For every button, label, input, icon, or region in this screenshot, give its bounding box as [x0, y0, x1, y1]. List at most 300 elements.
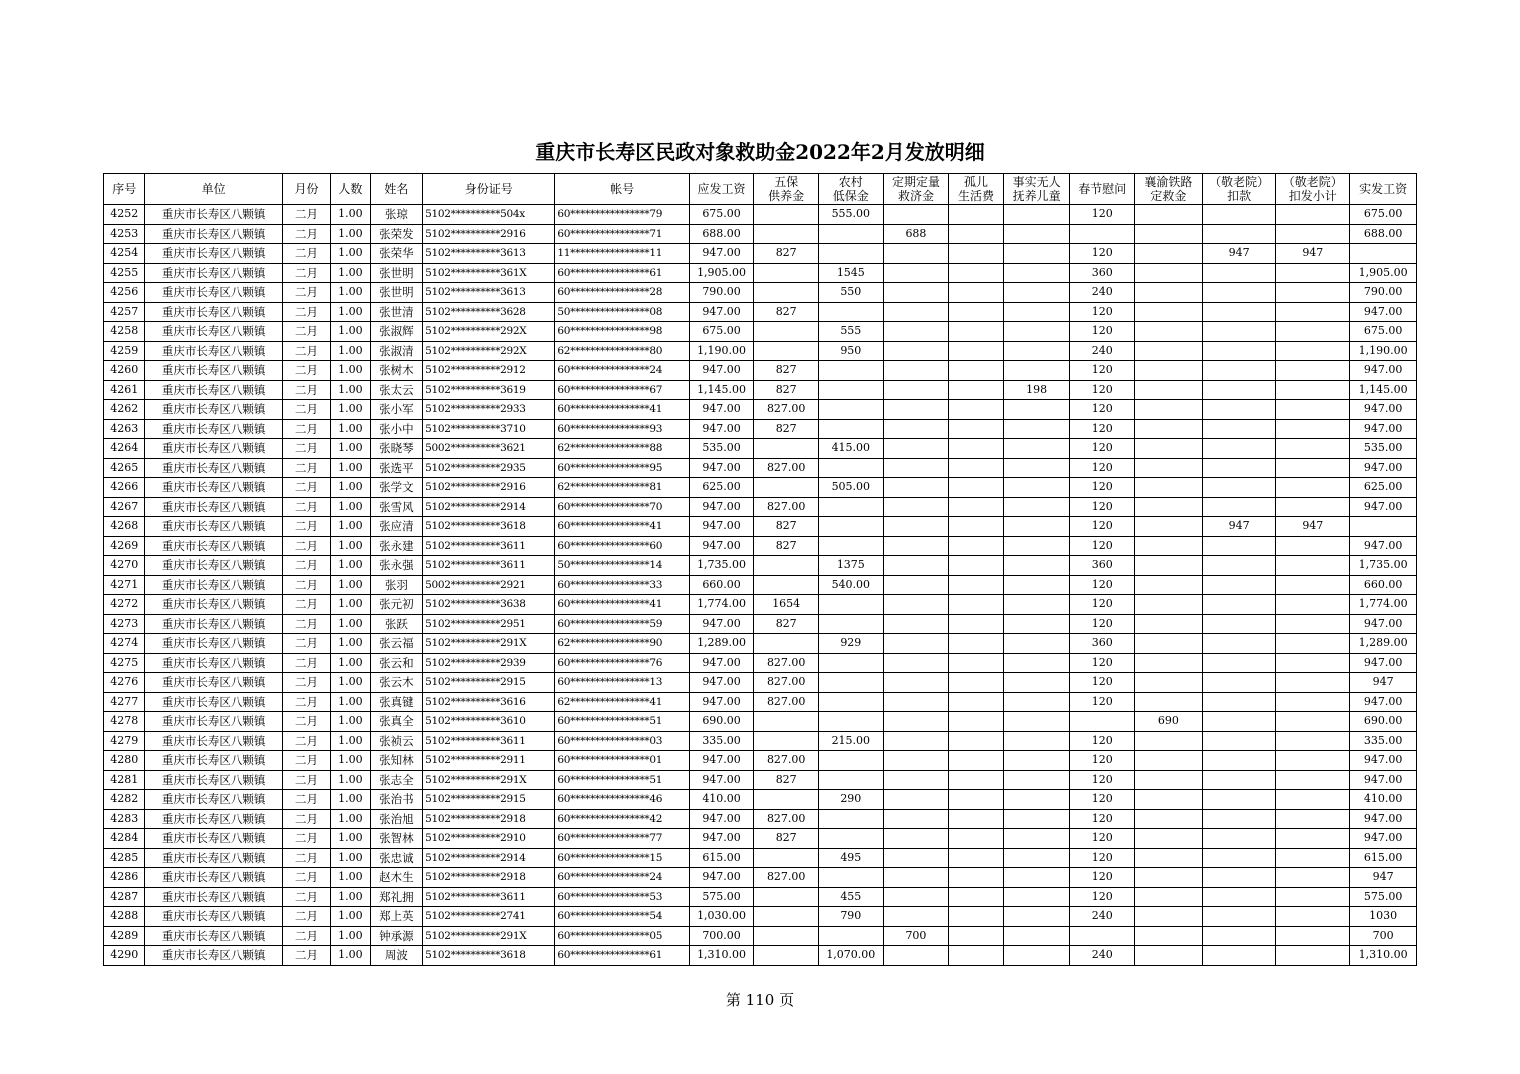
- cell-de-facto-orphan: [1003, 400, 1070, 420]
- cell-wubao-support: [754, 205, 819, 225]
- page-number: 第 110 页: [725, 991, 795, 1009]
- cell-orphan-allowance: [949, 458, 1004, 478]
- cell-fixed-relief: [883, 439, 949, 459]
- cell-account: 62****************41: [555, 692, 689, 712]
- cell-fixed-relief: [883, 790, 949, 810]
- cell-id-number: 5102**********361X: [423, 263, 555, 283]
- cell-id-number: 5102**********3616: [423, 692, 555, 712]
- cell-rural-dibao: 555: [819, 322, 884, 342]
- cell-xiangyu-railway: [1135, 556, 1203, 576]
- table-row: [104, 770, 1417, 790]
- cell-unit: 重庆市长寿区八颗镇: [145, 926, 282, 946]
- cell-orphan-allowance: [949, 478, 1004, 498]
- cell-net-pay: [1350, 517, 1417, 537]
- cell-spring-festival: 120: [1070, 731, 1135, 751]
- cell-net-pay: 615.00: [1350, 848, 1417, 868]
- cell-unit: 重庆市长寿区八颗镇: [145, 595, 282, 615]
- cell-count: 1.00: [331, 400, 370, 420]
- table-row: [104, 692, 1417, 712]
- cell-nursing-subtotal: [1276, 497, 1350, 517]
- cell-unit: 重庆市长寿区八颗镇: [145, 341, 282, 361]
- cell-spring-festival: [1070, 712, 1135, 732]
- cell-nursing-subtotal: [1276, 634, 1350, 654]
- cell-name: 张小中: [370, 419, 423, 439]
- cell-id-number: 5102**********2918: [423, 809, 555, 829]
- cell-rural-dibao: [819, 380, 884, 400]
- cell-rural-dibao: 1375: [819, 556, 884, 576]
- header-fixed-relief: 定期定量 救济金: [883, 174, 949, 205]
- cell-account: 60****************54: [555, 907, 689, 927]
- cell-gross-pay: 1,905.00: [689, 263, 754, 283]
- cell-nursing-deduction: [1202, 224, 1276, 244]
- cell-xiangyu-railway: [1135, 751, 1203, 771]
- cell-fixed-relief: [883, 692, 949, 712]
- cell-month: 二月: [282, 868, 330, 888]
- cell-nursing-subtotal: [1276, 458, 1350, 478]
- table-row: [104, 868, 1417, 888]
- cell-wubao-support: 827: [754, 419, 819, 439]
- cell-month: 二月: [282, 322, 330, 342]
- cell-de-facto-orphan: [1003, 829, 1070, 849]
- cell-gross-pay: 675.00: [689, 322, 754, 342]
- cell-wubao-support: [754, 556, 819, 576]
- cell-wubao-support: [754, 712, 819, 732]
- cell-spring-festival: 120: [1070, 302, 1135, 322]
- cell-nursing-subtotal: [1276, 302, 1350, 322]
- cell-fixed-relief: [883, 907, 949, 927]
- cell-wubao-support: [754, 946, 819, 966]
- cell-month: 二月: [282, 341, 330, 361]
- cell-account: 60****************41: [555, 517, 689, 537]
- cell-account: 60****************15: [555, 848, 689, 868]
- cell-id-number: 5102**********3618: [423, 946, 555, 966]
- cell-unit: 重庆市长寿区八颗镇: [145, 224, 282, 244]
- cell-gross-pay: 575.00: [689, 887, 754, 907]
- cell-count: 1.00: [331, 829, 370, 849]
- table-row: [104, 575, 1417, 595]
- cell-spring-festival: [1070, 224, 1135, 244]
- cell-id-number: 5102**********2916: [423, 224, 555, 244]
- header-wubao-support: 五保 供养金: [754, 174, 819, 205]
- cell-nursing-deduction: [1202, 926, 1276, 946]
- cell-xiangyu-railway: [1135, 458, 1203, 478]
- table-row: [104, 673, 1417, 693]
- cell-xiangyu-railway: [1135, 770, 1203, 790]
- cell-nursing-subtotal: [1276, 614, 1350, 634]
- table-row: [104, 302, 1417, 322]
- cell-rural-dibao: 290: [819, 790, 884, 810]
- cell-count: 1.00: [331, 419, 370, 439]
- table-row: [104, 536, 1417, 556]
- cell-net-pay: 947.00: [1350, 614, 1417, 634]
- table-row: [104, 478, 1417, 498]
- header-gross-pay: 应发工资: [689, 174, 754, 205]
- cell-unit: 重庆市长寿区八颗镇: [145, 887, 282, 907]
- cell-name: 张云和: [370, 653, 423, 673]
- cell-orphan-allowance: [949, 556, 1004, 576]
- cell-gross-pay: 675.00: [689, 205, 754, 225]
- cell-de-facto-orphan: [1003, 712, 1070, 732]
- cell-unit: 重庆市长寿区八颗镇: [145, 302, 282, 322]
- cell-name: 张治旭: [370, 809, 423, 829]
- cell-spring-festival: 120: [1070, 244, 1135, 264]
- cell-count: 1.00: [331, 614, 370, 634]
- cell-month: 二月: [282, 653, 330, 673]
- cell-count: 1.00: [331, 848, 370, 868]
- cell-account: 60****************24: [555, 868, 689, 888]
- cell-rural-dibao: [819, 614, 884, 634]
- cell-count: 1.00: [331, 731, 370, 751]
- cell-unit: 重庆市长寿区八颗镇: [145, 263, 282, 283]
- cell-id-number: 5102**********2951: [423, 614, 555, 634]
- cell-net-pay: 947.00: [1350, 653, 1417, 673]
- cell-fixed-relief: [883, 751, 949, 771]
- cell-rural-dibao: [819, 536, 884, 556]
- cell-nursing-deduction: [1202, 770, 1276, 790]
- cell-gross-pay: 947.00: [689, 868, 754, 888]
- cell-nursing-subtotal: [1276, 400, 1350, 420]
- cell-de-facto-orphan: [1003, 790, 1070, 810]
- cell-wubao-support: 827: [754, 302, 819, 322]
- table-row: [104, 731, 1417, 751]
- cell-nursing-deduction: [1202, 478, 1276, 498]
- cell-net-pay: 947.00: [1350, 497, 1417, 517]
- table-row: [104, 848, 1417, 868]
- cell-spring-festival: 120: [1070, 692, 1135, 712]
- cell-gross-pay: 615.00: [689, 848, 754, 868]
- cell-nursing-deduction: [1202, 419, 1276, 439]
- cell-seq: 4269: [104, 536, 145, 556]
- cell-spring-festival: 120: [1070, 595, 1135, 615]
- cell-rural-dibao: [819, 517, 884, 537]
- cell-xiangyu-railway: [1135, 302, 1203, 322]
- header-account: 帐号: [555, 174, 689, 205]
- cell-id-number: 5102**********2910: [423, 829, 555, 849]
- cell-spring-festival: 120: [1070, 458, 1135, 478]
- cell-net-pay: 790.00: [1350, 283, 1417, 303]
- cell-wubao-support: [754, 341, 819, 361]
- table-row: [104, 205, 1417, 225]
- cell-nursing-subtotal: [1276, 478, 1350, 498]
- cell-rural-dibao: [819, 673, 884, 693]
- cell-wubao-support: [754, 926, 819, 946]
- cell-count: 1.00: [331, 380, 370, 400]
- cell-account: 60****************95: [555, 458, 689, 478]
- cell-nursing-subtotal: [1276, 361, 1350, 381]
- cell-name: 张淑辉: [370, 322, 423, 342]
- cell-month: 二月: [282, 536, 330, 556]
- cell-month: 二月: [282, 829, 330, 849]
- cell-name: 张雪风: [370, 497, 423, 517]
- cell-nursing-deduction: [1202, 536, 1276, 556]
- cell-id-number: 5102**********2935: [423, 458, 555, 478]
- table-row: [104, 458, 1417, 478]
- cell-fixed-relief: [883, 380, 949, 400]
- cell-unit: 重庆市长寿区八颗镇: [145, 848, 282, 868]
- cell-seq: 4282: [104, 790, 145, 810]
- cell-spring-festival: 120: [1070, 536, 1135, 556]
- cell-count: 1.00: [331, 497, 370, 517]
- cell-unit: 重庆市长寿区八颗镇: [145, 653, 282, 673]
- cell-count: 1.00: [331, 751, 370, 771]
- cell-net-pay: 947: [1350, 673, 1417, 693]
- cell-xiangyu-railway: 690: [1135, 712, 1203, 732]
- cell-fixed-relief: [883, 497, 949, 517]
- cell-spring-festival: 360: [1070, 263, 1135, 283]
- cell-spring-festival: 240: [1070, 907, 1135, 927]
- cell-rural-dibao: [819, 926, 884, 946]
- cell-month: 二月: [282, 419, 330, 439]
- cell-nursing-deduction: [1202, 556, 1276, 576]
- cell-seq: 4273: [104, 614, 145, 634]
- cell-net-pay: 575.00: [1350, 887, 1417, 907]
- cell-count: 1.00: [331, 887, 370, 907]
- cell-de-facto-orphan: [1003, 595, 1070, 615]
- cell-nursing-deduction: [1202, 692, 1276, 712]
- cell-seq: 4275: [104, 653, 145, 673]
- cell-rural-dibao: 790: [819, 907, 884, 927]
- cell-rural-dibao: [819, 497, 884, 517]
- cell-unit: 重庆市长寿区八颗镇: [145, 634, 282, 654]
- cell-xiangyu-railway: [1135, 478, 1203, 498]
- cell-rural-dibao: 1545: [819, 263, 884, 283]
- cell-wubao-support: 827.00: [754, 653, 819, 673]
- cell-orphan-allowance: [949, 907, 1004, 927]
- cell-fixed-relief: [883, 263, 949, 283]
- cell-nursing-subtotal: [1276, 790, 1350, 810]
- cell-wubao-support: [754, 575, 819, 595]
- cell-wubao-support: [754, 224, 819, 244]
- cell-account: 11****************11: [555, 244, 689, 264]
- cell-account: 60****************98: [555, 322, 689, 342]
- cell-unit: 重庆市长寿区八颗镇: [145, 692, 282, 712]
- cell-month: 二月: [282, 614, 330, 634]
- cell-name: 张智林: [370, 829, 423, 849]
- cell-de-facto-orphan: [1003, 770, 1070, 790]
- cell-xiangyu-railway: [1135, 400, 1203, 420]
- cell-net-pay: 947: [1350, 868, 1417, 888]
- cell-de-facto-orphan: [1003, 809, 1070, 829]
- cell-gross-pay: 1,030.00: [689, 907, 754, 927]
- cell-nursing-deduction: [1202, 400, 1276, 420]
- cell-account: 50****************14: [555, 556, 689, 576]
- cell-nursing-deduction: [1202, 263, 1276, 283]
- cell-nursing-subtotal: [1276, 712, 1350, 732]
- cell-spring-festival: 120: [1070, 829, 1135, 849]
- cell-net-pay: 410.00: [1350, 790, 1417, 810]
- cell-de-facto-orphan: [1003, 751, 1070, 771]
- cell-net-pay: 947.00: [1350, 692, 1417, 712]
- cell-seq: 4265: [104, 458, 145, 478]
- cell-wubao-support: [754, 634, 819, 654]
- cell-wubao-support: [754, 848, 819, 868]
- cell-de-facto-orphan: [1003, 497, 1070, 517]
- cell-rural-dibao: 550: [819, 283, 884, 303]
- cell-net-pay: 947.00: [1350, 751, 1417, 771]
- cell-account: 62****************90: [555, 634, 689, 654]
- cell-net-pay: 1,289.00: [1350, 634, 1417, 654]
- cell-orphan-allowance: [949, 770, 1004, 790]
- cell-fixed-relief: [883, 595, 949, 615]
- cell-account: 50****************08: [555, 302, 689, 322]
- cell-spring-festival: 120: [1070, 322, 1135, 342]
- cell-de-facto-orphan: [1003, 907, 1070, 927]
- table-row: [104, 614, 1417, 634]
- cell-id-number: 5102**********3710: [423, 419, 555, 439]
- table-row: [104, 497, 1417, 517]
- cell-spring-festival: 120: [1070, 419, 1135, 439]
- cell-net-pay: 700: [1350, 926, 1417, 946]
- cell-nursing-subtotal: [1276, 653, 1350, 673]
- cell-seq: 4279: [104, 731, 145, 751]
- table-row: [104, 653, 1417, 673]
- cell-unit: 重庆市长寿区八颗镇: [145, 809, 282, 829]
- cell-name: 周波: [370, 946, 423, 966]
- cell-gross-pay: 947.00: [689, 770, 754, 790]
- cell-net-pay: 625.00: [1350, 478, 1417, 498]
- cell-seq: 4289: [104, 926, 145, 946]
- cell-month: 二月: [282, 205, 330, 225]
- table-row: [104, 341, 1417, 361]
- cell-orphan-allowance: [949, 946, 1004, 966]
- cell-de-facto-orphan: [1003, 614, 1070, 634]
- cell-orphan-allowance: [949, 673, 1004, 693]
- cell-orphan-allowance: [949, 283, 1004, 303]
- cell-id-number: 5102**********2918: [423, 868, 555, 888]
- cell-xiangyu-railway: [1135, 887, 1203, 907]
- cell-fixed-relief: [883, 868, 949, 888]
- cell-unit: 重庆市长寿区八颗镇: [145, 283, 282, 303]
- cell-spring-festival: 120: [1070, 887, 1135, 907]
- cell-seq: 4258: [104, 322, 145, 342]
- cell-id-number: 5102**********2741: [423, 907, 555, 927]
- cell-fixed-relief: [883, 536, 949, 556]
- cell-month: 二月: [282, 380, 330, 400]
- cell-fixed-relief: [883, 283, 949, 303]
- cell-month: 二月: [282, 244, 330, 264]
- cell-seq: 4270: [104, 556, 145, 576]
- cell-month: 二月: [282, 400, 330, 420]
- cell-net-pay: [1350, 244, 1417, 264]
- cell-fixed-relief: [883, 712, 949, 732]
- cell-wubao-support: 827.00: [754, 692, 819, 712]
- cell-account: 60****************42: [555, 809, 689, 829]
- cell-count: 1.00: [331, 790, 370, 810]
- cell-de-facto-orphan: [1003, 536, 1070, 556]
- cell-orphan-allowance: [949, 263, 1004, 283]
- cell-xiangyu-railway: [1135, 809, 1203, 829]
- header-orphan-allowance: 孤儿 生活费: [949, 174, 1004, 205]
- cell-nursing-subtotal: 947: [1276, 517, 1350, 537]
- cell-fixed-relief: [883, 556, 949, 576]
- cell-count: 1.00: [331, 595, 370, 615]
- cell-month: 二月: [282, 634, 330, 654]
- payment-table: [103, 173, 1417, 966]
- cell-nursing-subtotal: [1276, 439, 1350, 459]
- cell-rural-dibao: [819, 829, 884, 849]
- cell-gross-pay: 947.00: [689, 302, 754, 322]
- cell-account: 60****************61: [555, 946, 689, 966]
- cell-de-facto-orphan: [1003, 517, 1070, 537]
- cell-name: 张世清: [370, 302, 423, 322]
- cell-rural-dibao: [819, 751, 884, 771]
- cell-seq: 4285: [104, 848, 145, 868]
- cell-xiangyu-railway: [1135, 536, 1203, 556]
- header-unit: 单位: [145, 174, 282, 205]
- cell-nursing-deduction: 947: [1202, 244, 1276, 264]
- cell-account: 60****************41: [555, 595, 689, 615]
- cell-fixed-relief: 700: [883, 926, 949, 946]
- cell-seq: 4261: [104, 380, 145, 400]
- cell-de-facto-orphan: [1003, 263, 1070, 283]
- cell-month: 二月: [282, 673, 330, 693]
- cell-spring-festival: 120: [1070, 653, 1135, 673]
- cell-gross-pay: 690.00: [689, 712, 754, 732]
- cell-fixed-relief: [883, 322, 949, 342]
- cell-account: 60****************71: [555, 224, 689, 244]
- cell-id-number: 5002**********2921: [423, 575, 555, 595]
- header-net-pay: 实发工资: [1350, 174, 1417, 205]
- cell-rural-dibao: 929: [819, 634, 884, 654]
- cell-fixed-relief: [883, 614, 949, 634]
- cell-count: 1.00: [331, 517, 370, 537]
- cell-name: 张淑清: [370, 341, 423, 361]
- cell-seq: 4264: [104, 439, 145, 459]
- cell-count: 1.00: [331, 692, 370, 712]
- cell-net-pay: 1,774.00: [1350, 595, 1417, 615]
- cell-wubao-support: 827: [754, 770, 819, 790]
- cell-id-number: 5102**********2933: [423, 400, 555, 420]
- cell-fixed-relief: [883, 400, 949, 420]
- cell-xiangyu-railway: [1135, 926, 1203, 946]
- cell-nursing-deduction: [1202, 848, 1276, 868]
- cell-unit: 重庆市长寿区八颗镇: [145, 712, 282, 732]
- cell-unit: 重庆市长寿区八颗镇: [145, 361, 282, 381]
- cell-nursing-deduction: [1202, 302, 1276, 322]
- cell-nursing-deduction: [1202, 322, 1276, 342]
- cell-xiangyu-railway: [1135, 224, 1203, 244]
- cell-seq: 4281: [104, 770, 145, 790]
- cell-gross-pay: 790.00: [689, 283, 754, 303]
- cell-account: 60****************01: [555, 751, 689, 771]
- cell-gross-pay: 535.00: [689, 439, 754, 459]
- cell-account: 62****************81: [555, 478, 689, 498]
- cell-nursing-subtotal: [1276, 848, 1350, 868]
- cell-unit: 重庆市长寿区八颗镇: [145, 517, 282, 537]
- table-row: [104, 634, 1417, 654]
- cell-seq: 4288: [104, 907, 145, 927]
- cell-wubao-support: 827: [754, 361, 819, 381]
- cell-net-pay: 675.00: [1350, 205, 1417, 225]
- cell-gross-pay: 1,735.00: [689, 556, 754, 576]
- cell-nursing-deduction: [1202, 458, 1276, 478]
- cell-de-facto-orphan: [1003, 283, 1070, 303]
- cell-unit: 重庆市长寿区八颗镇: [145, 478, 282, 498]
- cell-rural-dibao: [819, 400, 884, 420]
- cell-name: 张忠诚: [370, 848, 423, 868]
- cell-net-pay: 675.00: [1350, 322, 1417, 342]
- cell-seq: 4276: [104, 673, 145, 693]
- cell-name: 张世明: [370, 283, 423, 303]
- cell-rural-dibao: [819, 595, 884, 615]
- cell-account: 60****************77: [555, 829, 689, 849]
- cell-unit: 重庆市长寿区八颗镇: [145, 731, 282, 751]
- cell-wubao-support: 827.00: [754, 673, 819, 693]
- cell-gross-pay: 1,289.00: [689, 634, 754, 654]
- cell-account: 62****************88: [555, 439, 689, 459]
- cell-name: 张世明: [370, 263, 423, 283]
- cell-orphan-allowance: [949, 380, 1004, 400]
